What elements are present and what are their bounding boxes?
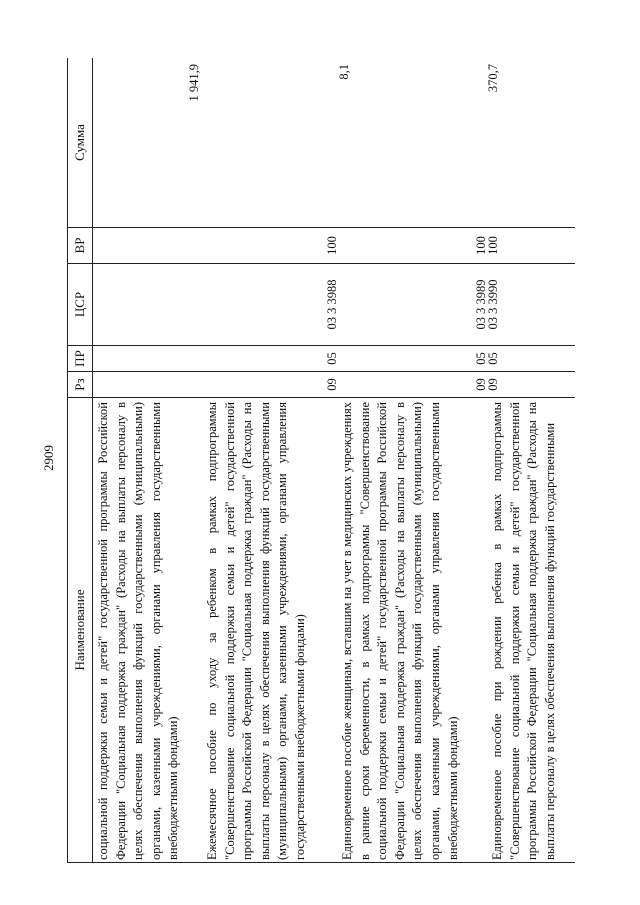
row-vr bbox=[93, 228, 202, 264]
row-sum bbox=[202, 58, 351, 228]
table-row bbox=[202, 58, 337, 863]
row-vr bbox=[337, 228, 487, 264]
row-rz-value: 09 bbox=[473, 378, 488, 391]
row-pr bbox=[93, 346, 202, 372]
row-csr bbox=[202, 264, 337, 346]
header-pr: ПР bbox=[68, 346, 93, 372]
table-header bbox=[68, 58, 93, 863]
row-name: социальной поддержки семьи и детей" государственной программы Российской Федерации "Социальная поддержка граждан" (Расходы на выплаты персоналу в целях обеспечения выполнения функций государственными (муниципальными) органами, казенными учреждениями, органами управления государственными внебюджетными фондами) bbox=[93, 398, 202, 863]
page-number bbox=[36, 438, 62, 478]
row-name: Единовременное пособие при рождении ребенка в рамках подпрограммы "Совершенствование социальной поддержки семьи и детей" государственной программы Российской Федерации "Социальная поддержка граждан" (Расходы на выплаты персоналу в целях обеспечения выполнения функций государственными bbox=[487, 398, 576, 863]
row-sum-value: 8,1 bbox=[336, 64, 351, 80]
header-vr: ВР bbox=[68, 228, 93, 264]
row-rz bbox=[202, 372, 337, 398]
row-rz bbox=[337, 372, 487, 398]
row-pr bbox=[487, 346, 576, 372]
row-sum bbox=[337, 58, 500, 228]
row-csr-value: 03 3 3989 bbox=[473, 279, 488, 330]
table-row bbox=[487, 58, 576, 863]
row-vr bbox=[487, 228, 576, 264]
header-csr: ЦСР bbox=[68, 264, 93, 346]
row-vr-value: 100 bbox=[324, 236, 339, 255]
row-csr bbox=[337, 264, 487, 346]
row-sum bbox=[487, 58, 576, 228]
row-sum bbox=[93, 58, 202, 228]
row-rz bbox=[487, 372, 576, 398]
row-csr-value: 03 3 3990 bbox=[485, 279, 500, 330]
row-name: Ежемесячное пособие по уходу за ребенком в рамках подпрограммы "Совершенствование социальной поддержки семьи и детей" государственной программы Российской Федерации "Социальная поддержка граждан" (Расходы на выплаты персоналу в целях обеспечения выполнения функций государственными (муниципальными) органами, казенными учреждениями, органами управления государственными внебюджетными фондами) bbox=[202, 398, 337, 863]
row-rz-value: 09 bbox=[324, 378, 339, 391]
table-body bbox=[93, 58, 576, 863]
table-row bbox=[93, 58, 202, 863]
row-rz-value: 09 bbox=[485, 378, 500, 391]
row-csr bbox=[93, 264, 202, 346]
header-rz: Рз bbox=[68, 372, 93, 398]
row-rz bbox=[93, 372, 202, 398]
row-vr-value: 100 bbox=[473, 236, 488, 255]
row-vr bbox=[202, 228, 337, 264]
row-csr-value: 03 3 3988 bbox=[324, 279, 339, 330]
rotated-page bbox=[67, 58, 575, 863]
row-csr bbox=[487, 264, 576, 346]
page-number-text: 2909 bbox=[41, 445, 56, 471]
row-name: Единовременное пособие женщинам, вставшим на учет в медицинских учреждениях в ранние сроки беременности, в рамках подпрограммы "Совершенствование социальной поддержки семьи и детей" государственной программы Российской Федерации "Социальная поддержка граждан" (Расходы на выплаты персоналу в целях обеспечения выполнения функций государственными (муниципальными) органами, казенными учреждениями, органами управления государственными внебюджетными фондами) bbox=[337, 398, 487, 863]
row-pr-value: 05 bbox=[324, 352, 339, 365]
row-pr-value: 05 bbox=[485, 352, 500, 365]
header-sum: Сумма bbox=[68, 58, 93, 228]
row-sum-value: 370,7 bbox=[485, 64, 500, 93]
row-vr-value: 100 bbox=[485, 236, 500, 255]
table-row bbox=[337, 58, 487, 863]
row-pr bbox=[202, 346, 337, 372]
row-pr bbox=[337, 346, 487, 372]
row-sum-value: 1 941,9 bbox=[186, 64, 201, 102]
header-row bbox=[68, 58, 93, 863]
budget-table bbox=[67, 58, 575, 863]
header-name: Наименование bbox=[68, 398, 93, 863]
row-pr-value: 05 bbox=[473, 352, 488, 365]
